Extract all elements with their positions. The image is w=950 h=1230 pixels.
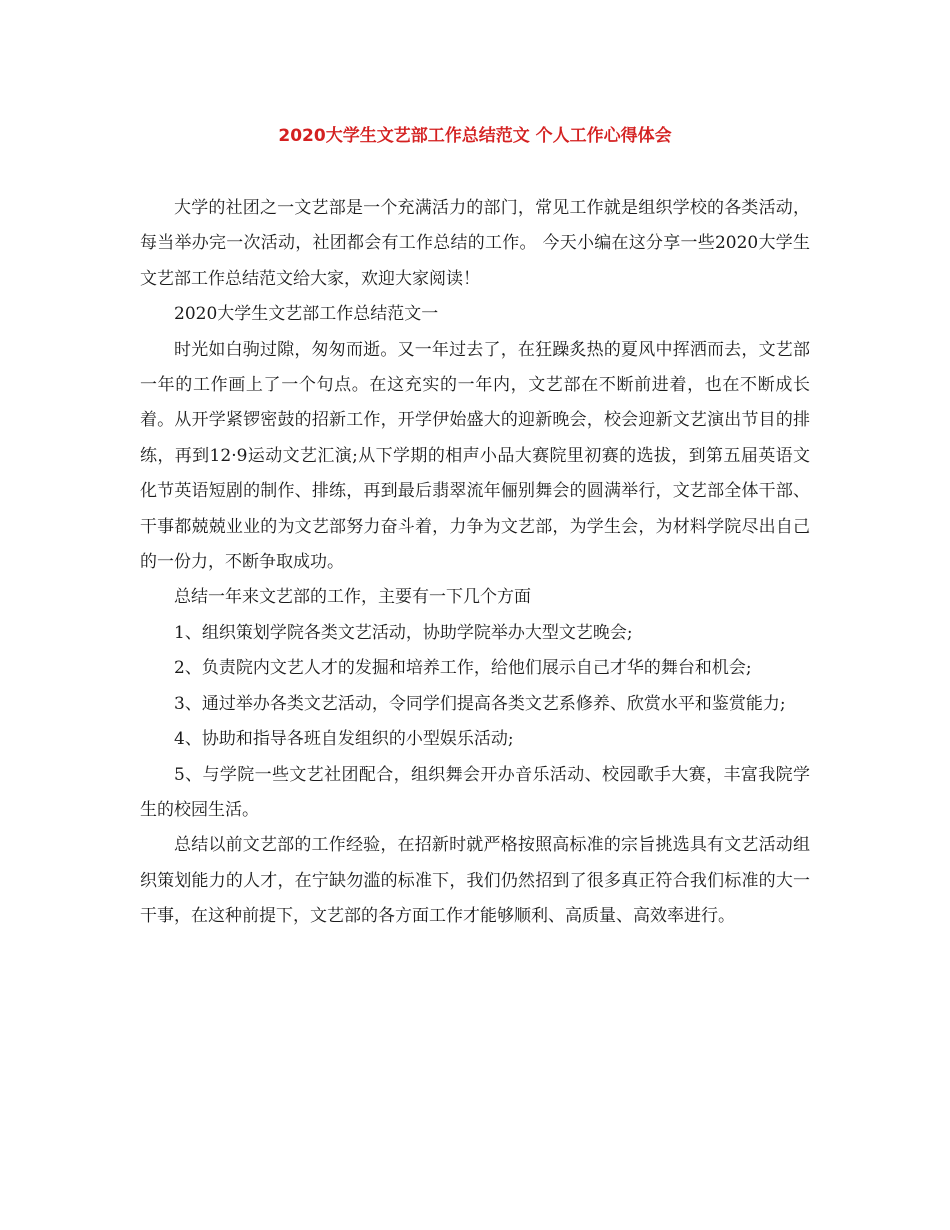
section-heading: 2020大学生文艺部工作总结范文一 xyxy=(174,304,439,325)
document-body xyxy=(140,191,810,935)
list-item: 4、协助和指导各班自发组织的小型娱乐活动; xyxy=(174,729,514,750)
list-item: 3、通过举办各类文艺活动，令同学们提高各类文艺系修养、欣赏水平和鉴赏能力; xyxy=(174,693,786,714)
summary-lead: 总结一年来文艺部的工作，主要有一下几个方面 xyxy=(174,587,531,608)
closing-paragraph: 总结以前文艺部的工作经验，在招新时就严格按照高标准的宗旨挑选具有文艺活动组织策划能力的人才，在宁缺勿滥的标准下，我们仍然招到了很多真正符合我们标准的大一干事，在这种前提下，文艺部的各方面工作才能够顺利、高质量、高效率进行。 xyxy=(140,835,810,927)
body-paragraph: 时光如白驹过隙，匆匆而逝。又一年过去了，在狂躁炙热的夏风中挥洒而去，文艺部一年的工作画上了一个句点。在这充实的一年内，文艺部在不断前进着，也在不断成长着。从开学紧锣密鼓的招新工作，开学伊始盛大的迎新晚会，校会迎新文艺演出节目的排练，再到12·9运动文艺汇演;从下学期的相声小品大赛院里初赛的选拔，到第五届英语文化节英语短剧的制作、排练，再到最后翡翠流年俪别舞会的圆满举行，文艺部全体干部、干事都兢兢业业的为文艺部努力奋斗着，力争为文艺部，为学生会，为材料学院尽出自己的一份力，不断争取成功。 xyxy=(140,339,810,573)
document-title: 2020大学生文艺部工作总结范文 个人工作心得体会 xyxy=(278,126,672,146)
intro-paragraph: 大学的社团之一文艺部是一个充满活力的部门，常见工作就是组织学校的各类活动，每当举办完一次活动，社团都会有工作总结的工作。 今天小编在这分享一些2020大学生文艺部工作总结范文给大家，欢迎大家阅读！ xyxy=(140,198,810,289)
list-item: 2、负责院内文艺人才的发掘和培养工作，给他们展示自己才华的舞台和机会; xyxy=(174,658,752,679)
list-item: 1、组织策划学院各类文艺活动，协助学院举办大型文艺晚会; xyxy=(174,622,633,643)
list-item: 5、与学院一些文艺社团配合，组织舞会开办音乐活动、校园歌手大赛，丰富我院学生的校园生活。 xyxy=(140,764,810,820)
